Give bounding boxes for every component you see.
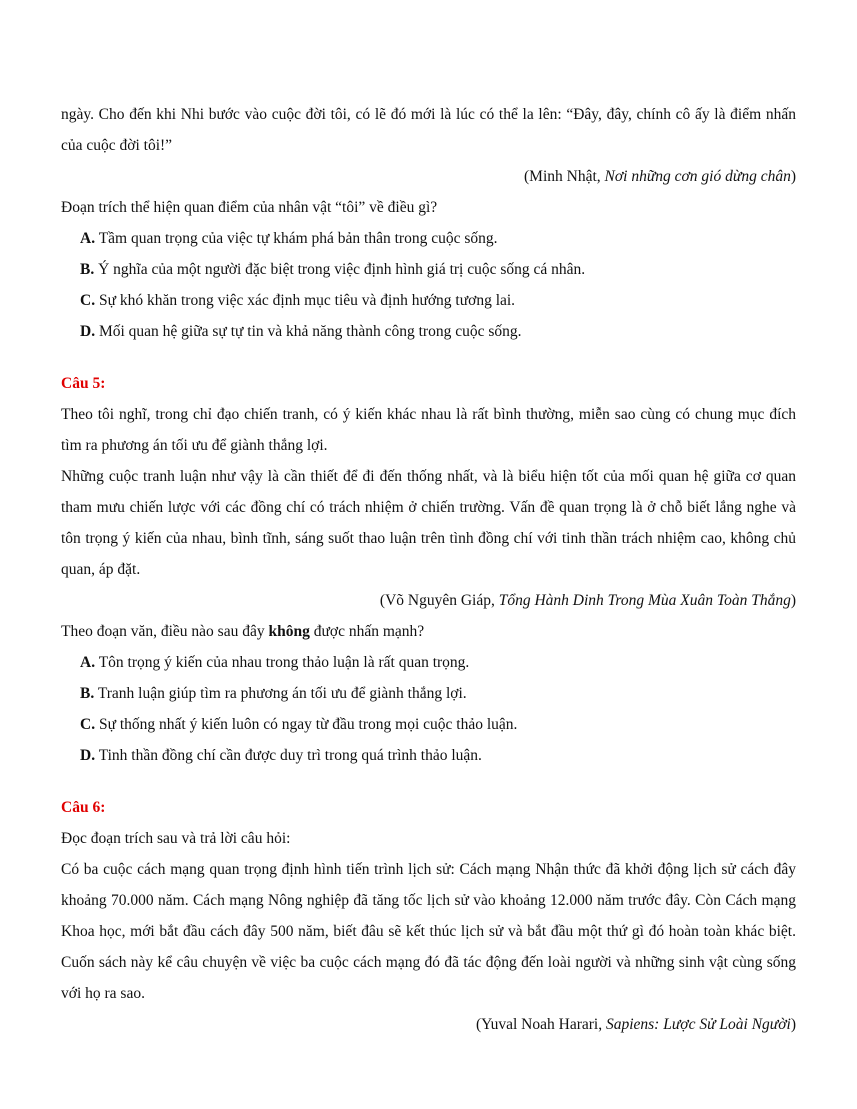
document-page [61, 99, 796, 1040]
q6-citation: (Yuval Noah Harari, Sapiens: Lược Sử Loài Người) [475, 1016, 796, 1033]
q5-paragraph-1: Theo tôi nghĩ, trong chỉ đạo chiến tranh, có ý kiến khác nhau là rất bình thường, miễn sao cùng có chung mục đích tìm ra phương án tối ưu để giành thắng lợi. [61, 406, 796, 454]
q5-heading: Câu 5: [61, 375, 106, 392]
q4-option-a: A. Tầm quan trọng của việc tự khám phá bản thân trong cuộc sống. [80, 230, 498, 247]
q6-paragraph-1: Có ba cuộc cách mạng quan trọng định hình tiến trình lịch sử: Cách mạng Nhận thức đã khởi động lịch sử cách đây khoảng 70.000 năm. Cách mạng Nông nghiệp đã tăng tốc lịch sử vào khoảng 12.000 năm trước đây. Còn Cách mạng Khoa học, mới bắt đầu cách đây 500 năm, biết đâu sẽ kết thúc lịch sử và bắt đầu một thứ gì đó hoàn toàn khác biệt. Cuốn sách này kể câu chuyện về việc ba cuộc cách mạng đó đã tác động đến loài người và những sinh vật cùng sống với họ ra sao. [61, 861, 796, 1002]
q6-heading: Câu 6: [61, 799, 106, 816]
q5-citation: (Võ Nguyên Giáp, Tổng Hành Dinh Trong Mùa Xuân Toàn Thắng) [379, 592, 796, 609]
intro-citation: (Minh Nhật, Nơi những cơn gió dừng chân) [524, 168, 796, 185]
q5-question: Theo đoạn văn, điều nào sau đây không được nhấn mạnh? [61, 623, 425, 640]
intro-paragraph: ngày. Cho đến khi Nhi bước vào cuộc đời tôi, có lẽ đó mới là lúc có thể la lên: “Đây, đây, chính cô ấy là điểm nhấn của cuộc đời tôi!” [61, 106, 796, 154]
q6-instruction: Đọc đoạn trích sau và trả lời câu hỏi: [61, 830, 291, 847]
q4-option-d: D. Mối quan hệ giữa sự tự tin và khả năng thành công trong cuộc sống. [80, 323, 522, 340]
q4-option-c: C. Sự khó khăn trong việc xác định mục tiêu và định hướng tương lai. [80, 292, 516, 309]
q5-option-c: C. Sự thống nhất ý kiến luôn có ngay từ đầu trong mọi cuộc thảo luận. [80, 716, 518, 733]
q5-option-b: B. Tranh luận giúp tìm ra phương án tối ưu để giành thắng lợi. [80, 685, 467, 702]
q5-paragraph-2: Những cuộc tranh luận như vậy là cần thiết để đi đến thống nhất, và là biểu hiện tốt của mối quan hệ giữa cơ quan tham mưu chiến lược với các đồng chí có trách nhiệm ở chiến trường. Vấn đề quan trọng là ở chỗ biết lắng nghe và tôn trọng ý kiến của nhau, bình tĩnh, sáng suốt thao luận trên tình đồng chí với tinh thần trách nhiệm cao, không chủ quan, áp đặt. [61, 468, 796, 578]
q5-option-d: D. Tinh thần đồng chí cần được duy trì trong quá trình thảo luận. [80, 747, 482, 764]
q5-option-a: A. Tôn trọng ý kiến của nhau trong thảo luận là rất quan trọng. [80, 654, 470, 671]
q4-question: Đoạn trích thể hiện quan điểm của nhân vật “tôi” về điều gì? [61, 199, 438, 216]
q4-option-b: B. Ý nghĩa của một người đặc biệt trong việc định hình giá trị cuộc sống cá nhân. [80, 261, 586, 278]
